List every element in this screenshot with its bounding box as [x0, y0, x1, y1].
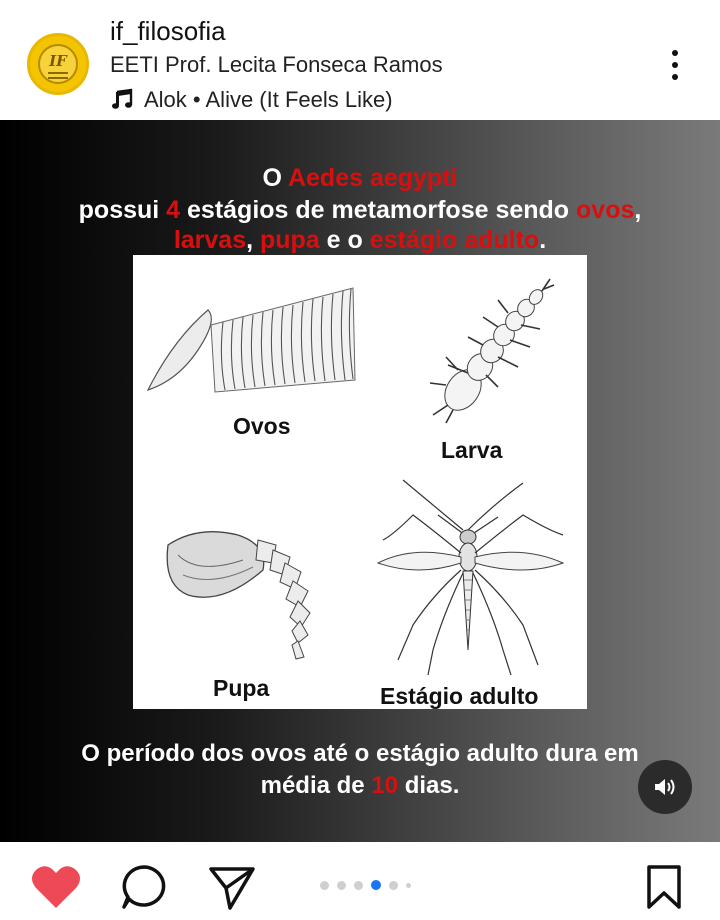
footer-line-2: média de 10 dias.: [260, 772, 460, 799]
footer-line-1: O período dos ovos até o estágio adulto dura em: [81, 740, 639, 767]
species-name: Aedes aegypti: [287, 164, 458, 192]
music-note-icon: [110, 88, 134, 112]
metamorphosis-illustration: [133, 255, 587, 709]
carousel-dot: [371, 880, 381, 890]
carousel-dot: [354, 881, 363, 890]
stage-count: 4: [166, 196, 181, 224]
sound-icon: [653, 775, 677, 799]
more-icon[interactable]: [660, 46, 690, 84]
post-header: [0, 0, 720, 120]
carousel-dot: [406, 883, 411, 888]
post-media[interactable]: [0, 120, 720, 842]
avatar[interactable]: [27, 33, 89, 95]
headline-line-2: possui 4 estágios de metamorfose sendo ovos,: [78, 196, 642, 224]
music-info[interactable]: [110, 86, 393, 114]
music-track: Alok • Alive (It Feels Like): [144, 87, 393, 112]
stage-label-eggs: Ovos: [233, 413, 291, 439]
avatar-logo: [38, 44, 78, 84]
sound-toggle-button[interactable]: [638, 760, 692, 814]
bookmark-icon[interactable]: [645, 864, 683, 910]
adult-drawing: [373, 475, 573, 690]
location-subtitle[interactable]: EETI Prof. Lecita Fonseca Ramos: [110, 52, 443, 77]
stage-label-larva: Larva: [441, 437, 503, 463]
eggs-drawing: [143, 280, 358, 400]
pupa-drawing: [158, 525, 333, 665]
post-actions: [0, 842, 720, 920]
headline-line-1: O Aedes aegypti: [262, 164, 458, 192]
share-icon[interactable]: [208, 864, 256, 910]
comment-icon[interactable]: [120, 864, 168, 910]
stage-label-pupa: Pupa: [213, 675, 270, 701]
headline-line-3: larvas, pupa e o estágio adulto.: [173, 226, 547, 254]
heart-icon[interactable]: [30, 864, 82, 910]
carousel-dot: [320, 881, 329, 890]
carousel-dot: [337, 881, 346, 890]
carousel-indicator: [320, 880, 411, 890]
carousel-dot: [389, 881, 398, 890]
larva-drawing: [418, 275, 568, 425]
stage-label-adult: Estágio adulto: [380, 683, 539, 709]
avatar-logo-text: IF: [49, 52, 67, 70]
username[interactable]: if_filosofia: [110, 16, 226, 46]
days-count: 10: [371, 772, 399, 799]
